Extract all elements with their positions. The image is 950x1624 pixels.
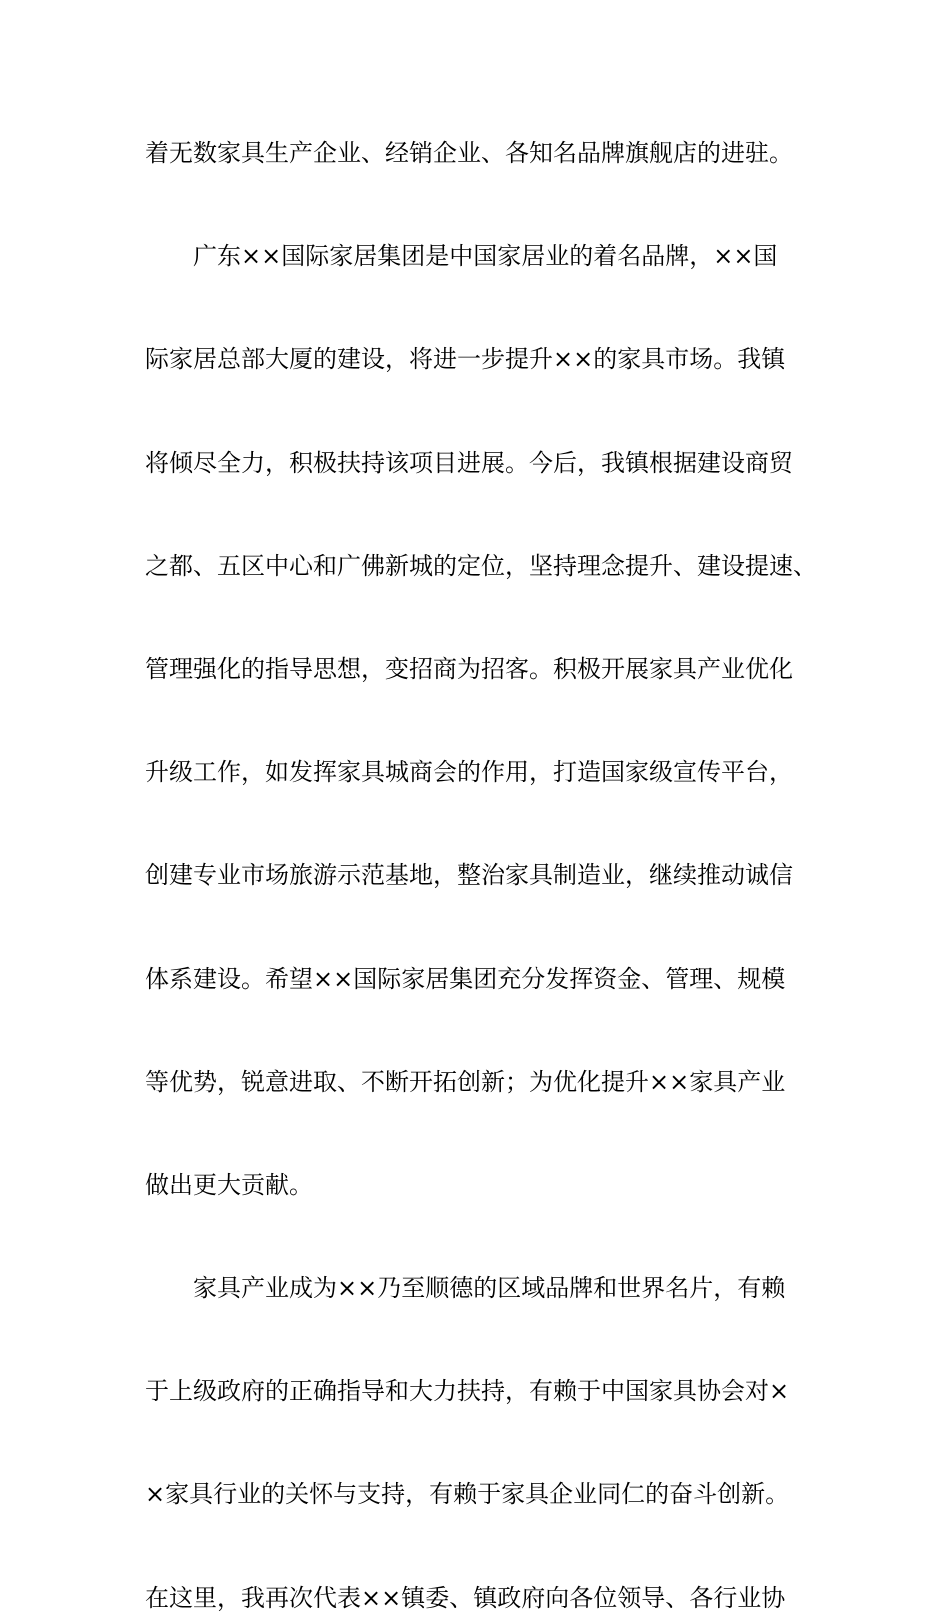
- blank-line: [145, 902, 825, 954]
- blank-line: [145, 799, 825, 851]
- text-line: 广东××国际家居集团是中国家居业的着名品牌，××国: [193, 242, 778, 271]
- text-line: 际家居总部大厦的建设，将进一步提升××的家具市场。我镇: [145, 345, 786, 374]
- text-line: 管理强化的指导思想，变招商为招客。积极开展家具产业优化: [145, 654, 793, 683]
- blank-line: [145, 180, 825, 232]
- blank-line: [145, 696, 825, 748]
- text-line: 于上级政府的正确指导和大力扶持，有赖于中国家具协会对×: [145, 1377, 790, 1406]
- document-body: [145, 128, 825, 1624]
- text-line: 创建专业市场旅游示范基地，整治家具制造业，继续推动诚信: [145, 861, 793, 890]
- blank-line: [145, 1315, 825, 1367]
- blank-line: [145, 592, 825, 644]
- text-line: 体系建设。希望××国际家居集团充分发挥资金、管理、规模: [145, 964, 786, 993]
- text-line: 家具产业成为××乃至顺德的区域品牌和世界名片，有赖: [193, 1274, 786, 1303]
- text-line: 升级工作，如发挥家具城商会的作用，打造国家级宣传平台，: [145, 758, 793, 787]
- blank-line: [145, 283, 825, 335]
- text-line: 在这里，我再次代表××镇委、镇政府向各位领导、各行业协: [145, 1583, 786, 1612]
- blank-line: [145, 1521, 825, 1573]
- text-line: 着无数家具生产企业、经销企业、各知名品牌旗舰店的进驻。: [145, 139, 793, 167]
- blank-line: [145, 1418, 825, 1470]
- text-line: ×家具行业的关怀与支持，有赖于家具企业同仁的奋斗创新。: [145, 1480, 790, 1509]
- blank-line: [145, 1005, 825, 1057]
- text-line: 之都、五区中心和广佛新城的定位，坚持理念提升、建设提速、: [145, 551, 817, 580]
- text-line: 等优势，锐意进取、不断开拓创新；为优化提升××家具产业: [145, 1067, 786, 1096]
- blank-line: [145, 386, 825, 438]
- text-line: 将倾尽全力，积极扶持该项目进展。今后，我镇根据建设商贸: [145, 448, 793, 477]
- blank-line: [145, 1108, 825, 1160]
- blank-line: [145, 489, 825, 541]
- text-line: 做出更大贡献。: [145, 1170, 313, 1199]
- blank-line: [145, 1211, 825, 1263]
